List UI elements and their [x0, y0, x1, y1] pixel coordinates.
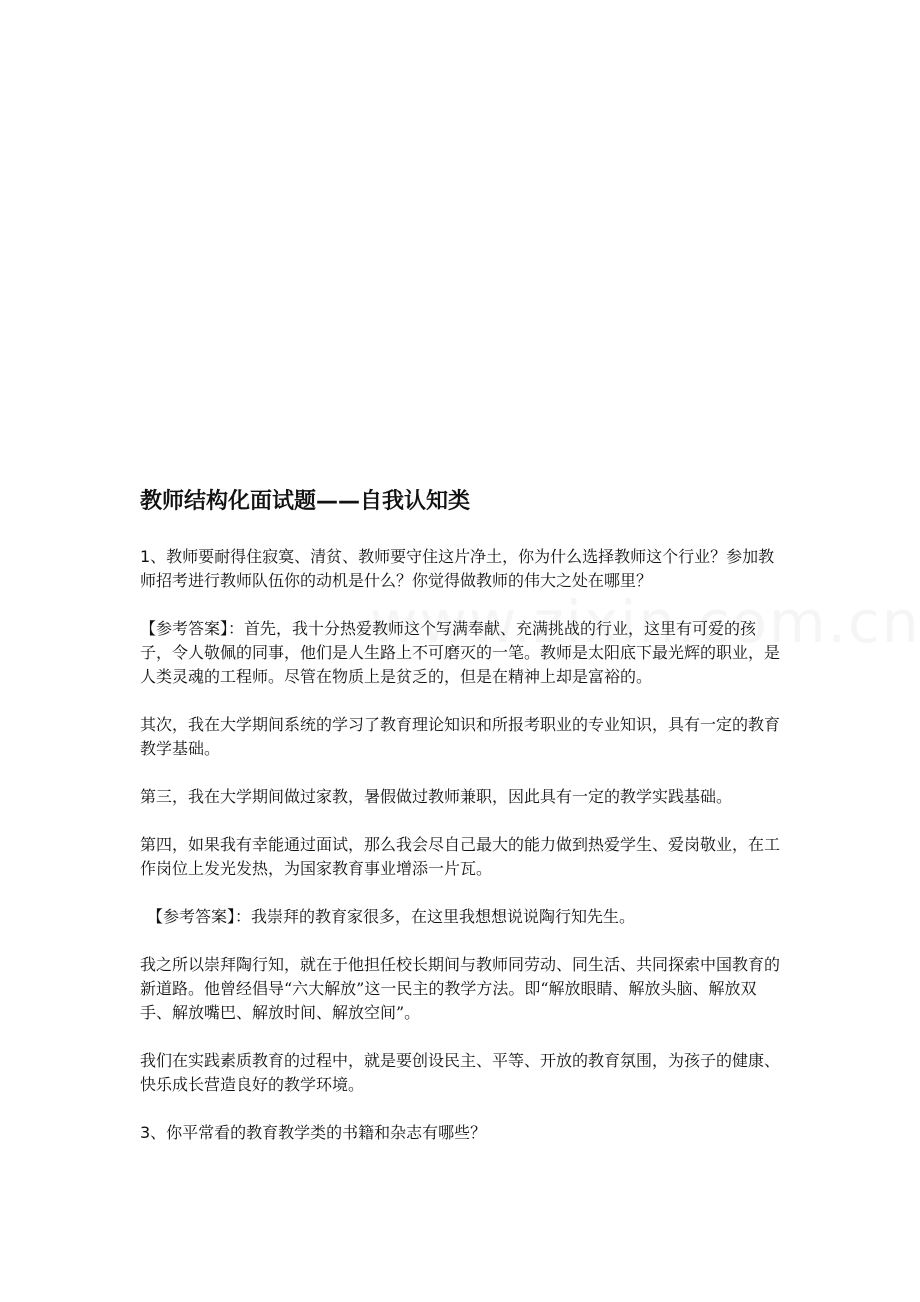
- question-1: 1、教师要耐得住寂寞、清贫、教师要守住这片净土，你为什么选择教师这个行业？参加教师招考进行教师队伍你的动机是什么？你觉得做教师的伟大之处在哪里？: [140, 547, 775, 590]
- answer-2-paragraph-3: 我们在实践素质教育的过程中，就是要创设民主、平等、开放的教育氛围，为孩子的健康、快乐成长营造良好的教学环境。: [140, 1051, 781, 1094]
- answer-1-paragraph-1: 【参考答案】：首先，我十分热爱教师这个写满奉献、充满挑战的行业，这里有可爱的孩子，令人敬佩的同事，他们是人生路上不可磨灭的一笔。教师是太阳底下最光辉的职业，是人类灵魂的工程师。尽管在物质上是贫乏的，但是在精神上却是富裕的。: [140, 619, 781, 686]
- answer-2-paragraph-2: 我之所以崇拜陶行知，就在于他担任校长期间与教师同劳动、同生活、共同探索中国教育的新道路。他曾经倡导“六大解放”这一民主的教学方法。即“解放眼睛、解放头脑、解放双手、解放嘴巴、解放时间、解放空间”。: [140, 955, 781, 1022]
- question-3: 3、你平常看的教育教学类的书籍和杂志有哪些？: [140, 1123, 487, 1142]
- answer-1-paragraph-3: 第三，我在大学期间做过家教，暑假做过教师兼职，因此具有一定的教学实践基础。: [140, 787, 733, 806]
- answer-1-paragraph-4: 第四，如果我有幸能通过面试，那么我会尽自己最大的能力做到热爱学生、爱岗敬业，在工作岗位上发光发热，为国家教育事业增添一片瓦。: [140, 835, 781, 878]
- answer-1-paragraph-2: 其次，我在大学期间系统的学习了教育理论知识和所报考职业的专业知识，具有一定的教育教学基础。: [140, 715, 781, 758]
- answer-2-paragraph-1: 【参考答案】：我崇拜的教育家很多，在这里我想想说说陶行知先生。: [147, 907, 636, 926]
- document-body: [140, 482, 785, 1145]
- document-title: 教师结构化面试题——自我认知类: [140, 489, 471, 514]
